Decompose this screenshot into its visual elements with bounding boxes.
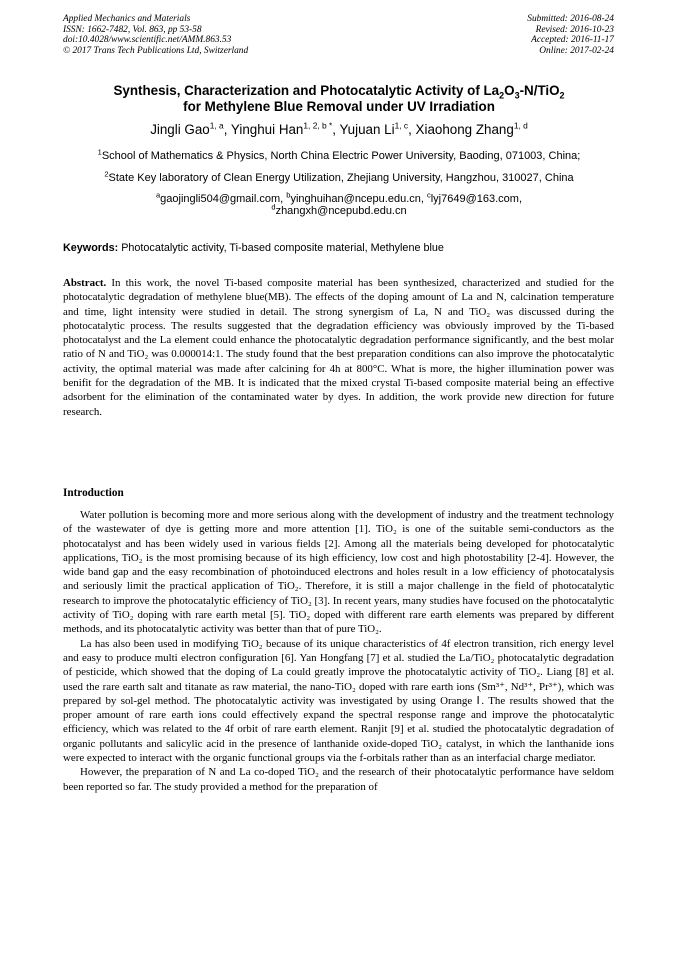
journal-doi[interactable]: doi:10.4028/www.scientific.net/AMM.863.53 [63,35,232,46]
publication-dates [527,14,614,56]
keywords-text: Photocatalytic activity, Ti-based composite material, Methylene blue [118,242,444,254]
introduction-body [63,508,614,794]
journal-name: Applied Mechanics and Materials [63,14,191,24]
journal-copyright: © 2017 Trans Tech Publications Ltd, Switzerland [63,45,249,56]
keywords [63,242,615,255]
author-list: Jingli Gao$^{1, a}$, Yinghui Han$^{1, 2, b *}$, Yujuan Li$^{1, c}$, Xiaohong Zhang$^{1, d}$ [150,120,528,137]
title-line-1: Synthesis, Characterization and Photocatalytic Activity of $La_2O_3-N/TiO_2$ [113,83,565,101]
title-line-2: for Methylene Blue Removal under UV Irradiation [183,99,495,114]
author-name: Yujuan Li [339,122,395,137]
revised-date: Revised: 2016-10-23 [535,24,614,35]
abstract-text: In this work, the novel Ti-based composite material has been synthesized, characterized and studied for the photocatalytic degradation of methylene blue(MB). The effects of the doping amount of La and N, calcination temperature and time, light intensity were studied in detail. The strong synergism of La, N and TiO₂ was discussed during the photocatalytic process. The results suggested that the degradation efficiency was obviously improved by the Ti-based photocatalyst and the La element could enhance the photocatalytic degradation performance significantly, and the best molar ratio of N and TiO₂ was 0.000014:1. The study found that the best preparation conditions can also improve the photocatalytic activity, the optimal material was made after calcining for 4h at 800°C. What is more, the higher illumination power was benifit for the degradation of the MB. It is indicated that the mixed crystal Ti-based composite material being an effective adsorbent for the elimination of the contaminated water by dyes. In addition, the work provide new direction for future research. [63,277,614,418]
submitted-date: Submitted: 2016-08-24 [527,14,614,24]
author-name: Xiaohong Zhang [415,122,514,137]
email-link[interactable]: zhangxh@ncepubd.edu.cn [275,205,407,217]
journal-info [63,14,248,56]
affiliation-2: $^2$State Key laboratory of Clean Energy Utilization, Zhejiang University, Hangzhou, 310027, China [104,169,574,184]
author-name: Yinghui Han [230,122,304,137]
keywords-label: Keywords: [63,242,119,254]
paragraph: La has also been used in modifying TiO₂ because of its unique characteristics of 4f electron transition, rich energy level and easy to produce multi electron configuration [6]. Yan Hongfang [7] et al. studied the La/TiO₂ photocatalytic degradation of pesticide, which showed that the doping of La could greatly improve the photocatalytic activity of TiO₂. Liang [8] et al. used the rare earth salt and titanate as raw material, the nano-TiO₂ doped with rare earth ions (Sm³⁺, Nd³⁺, Pr³⁺), which was prepared by sol-gel method. The photocatalytic activity was investigated by using Orange Ⅰ. The results showed that the proper amount of rare earth ions could effectively expand the spectral response range and improve the photocatalytic efficiency, which was related to the 4f orbit of rare earth element. Ranjit [9] et al. studied the photocatalytic degradation of organic pollutants and salicylic acid in the presence of lanthanide oxide-doped TiO₂ catalyst, in which the lanthanide ions were expected to interact with the organic functional groups via the f-orbitals rather than as an interfacial charge mediator. [63,637,614,765]
section-heading-introduction: Introduction [63,487,124,499]
paragraph: Water pollution is becoming more and more serious along with the development of industry and the treatment technology of the wastewater of dye is getting more and more attention [1]. TiO₂ is one of the suitable semi-conductors as the photocatalyst and has been widely used in various fields [2]. Among all the materials being developed for photocatalytic applications, TiO₂ is the most promising because of its high efficiency, low cost and high photostability [2-4]. However, the wide band gap and the easy recombination of photoinduced electrons and holes result in a low efficiency of photocatalysis and seriously limit the practical application of TiO₂. Therefore, it is still a major challenge in the field of photocatalytic research to improve the photocatalytic efficiency of TiO₂ [3]. In recent years, many studies have focused on the photocatalytic activity of TiO₂ doping with rare earth metal [5]. TiO₂ doped with different rare earth elements was prepared by different methods, and its photocatalytic activity was better than that of pure TiO₂. [63,509,614,636]
email-link[interactable]: gaojingli504@gmail.com, [160,193,287,205]
paragraph: However, the preparation of N and La co-doped TiO₂ and the research of their photocatalytic performance have seldom been reported so far. The study provided a method for the preparation of [63,766,614,793]
abstract [63,276,614,419]
abstract-label: Abstract. [63,277,107,289]
author-emails: $^a$gaojingli504@gmail.com, $^b$yinghuihan@ncepu.edu.cn, $^c$lyj7649@163.com, $^d$zhangxh@ncepubd.edu.cn [155,190,523,217]
paper-title [40,83,638,115]
journal-issn: ISSN: 1662-7482, Vol. 863, pp 53-58 [63,24,202,35]
email-link[interactable]: lyj7649@163.com, [430,193,523,205]
online-date: Online: 2017-02-24 [539,45,614,56]
author-name: Jingli Gao [150,122,210,137]
accepted-date: Accepted: 2016-11-17 [531,35,614,46]
email-link[interactable]: yinghuihan@ncepu.edu.cn, [290,193,427,205]
affiliation-1: $^1$School of Mathematics & Physics, North China Electric Power University, Baoding, 071003, China; [97,147,581,162]
